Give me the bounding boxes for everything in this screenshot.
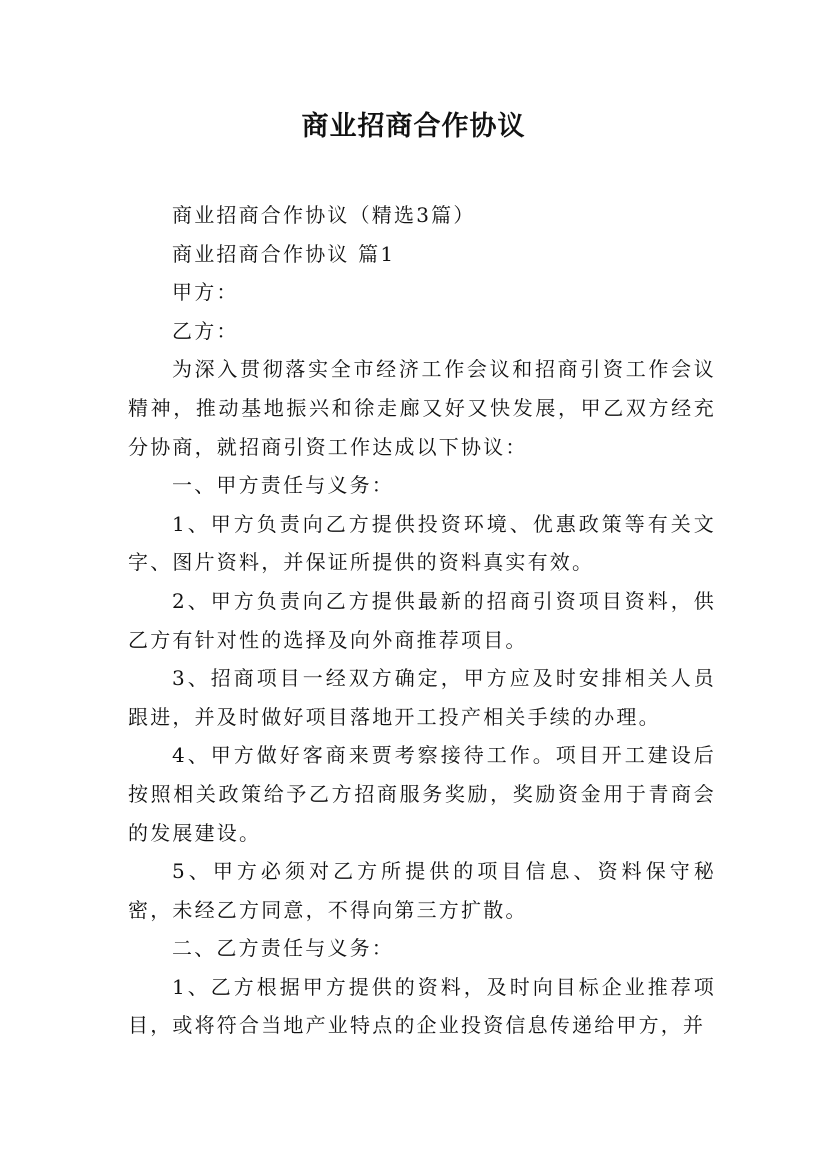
document-body bbox=[128, 196, 716, 1045]
paragraph-b-item-1: 1、乙方根据甲方提供的资料，及时向目标企业推荐项目，或将符合当地产业特点的企业投资信息传递给甲方，并 bbox=[128, 974, 716, 1038]
paragraph-a-item-1: 1、甲方负责向乙方提供投资环境、优惠政策等有关文字、图片资料，并保证所提供的资料真实有效。 bbox=[128, 511, 716, 575]
paragraph-subtitle: 商业招商合作协议（精选3篇） bbox=[172, 203, 476, 227]
paragraph-a-item-5: 5、甲方必须对乙方所提供的项目信息、资料保守秘密，未经乙方同意，不得向第三方扩散。 bbox=[128, 859, 716, 922]
paragraph-section-heading: 商业招商合作协议 篇1 bbox=[172, 241, 396, 266]
paragraph-a-item-2: 2、甲方负责向乙方提供最新的招商引资项目资料，供乙方有针对性的选择及向外商推荐项目。 bbox=[128, 588, 716, 652]
paragraph-heading-party-a-duties: 一、甲方责任与义务： bbox=[172, 473, 394, 498]
document-title: 商业招商合作协议 bbox=[301, 111, 526, 142]
paragraph-a-item-3: 3、招商项目一经双方确定，甲方应及时安排相关人员跟进，并及时做好项目落地开工投产相关手续的办理。 bbox=[128, 666, 716, 729]
paragraph-party-b: 乙方： bbox=[172, 318, 239, 343]
paragraph-preamble: 为深入贯彻落实全市经济工作会议和招商引资工作会议精神，推动基地振兴和徐走廊又好又快发展，甲乙双方经充分协商，就招商引资工作达成以下协议： bbox=[128, 357, 716, 459]
paragraph-heading-party-b-duties: 二、乙方责任与义务： bbox=[172, 936, 394, 961]
paragraph-party-a: 甲方： bbox=[172, 280, 239, 305]
paragraph-a-item-4: 4、甲方做好客商来贾考察接待工作。项目开工建设后按照相关政策给予乙方招商服务奖励，奖励资金用于青商会的发展建设。 bbox=[128, 743, 716, 845]
